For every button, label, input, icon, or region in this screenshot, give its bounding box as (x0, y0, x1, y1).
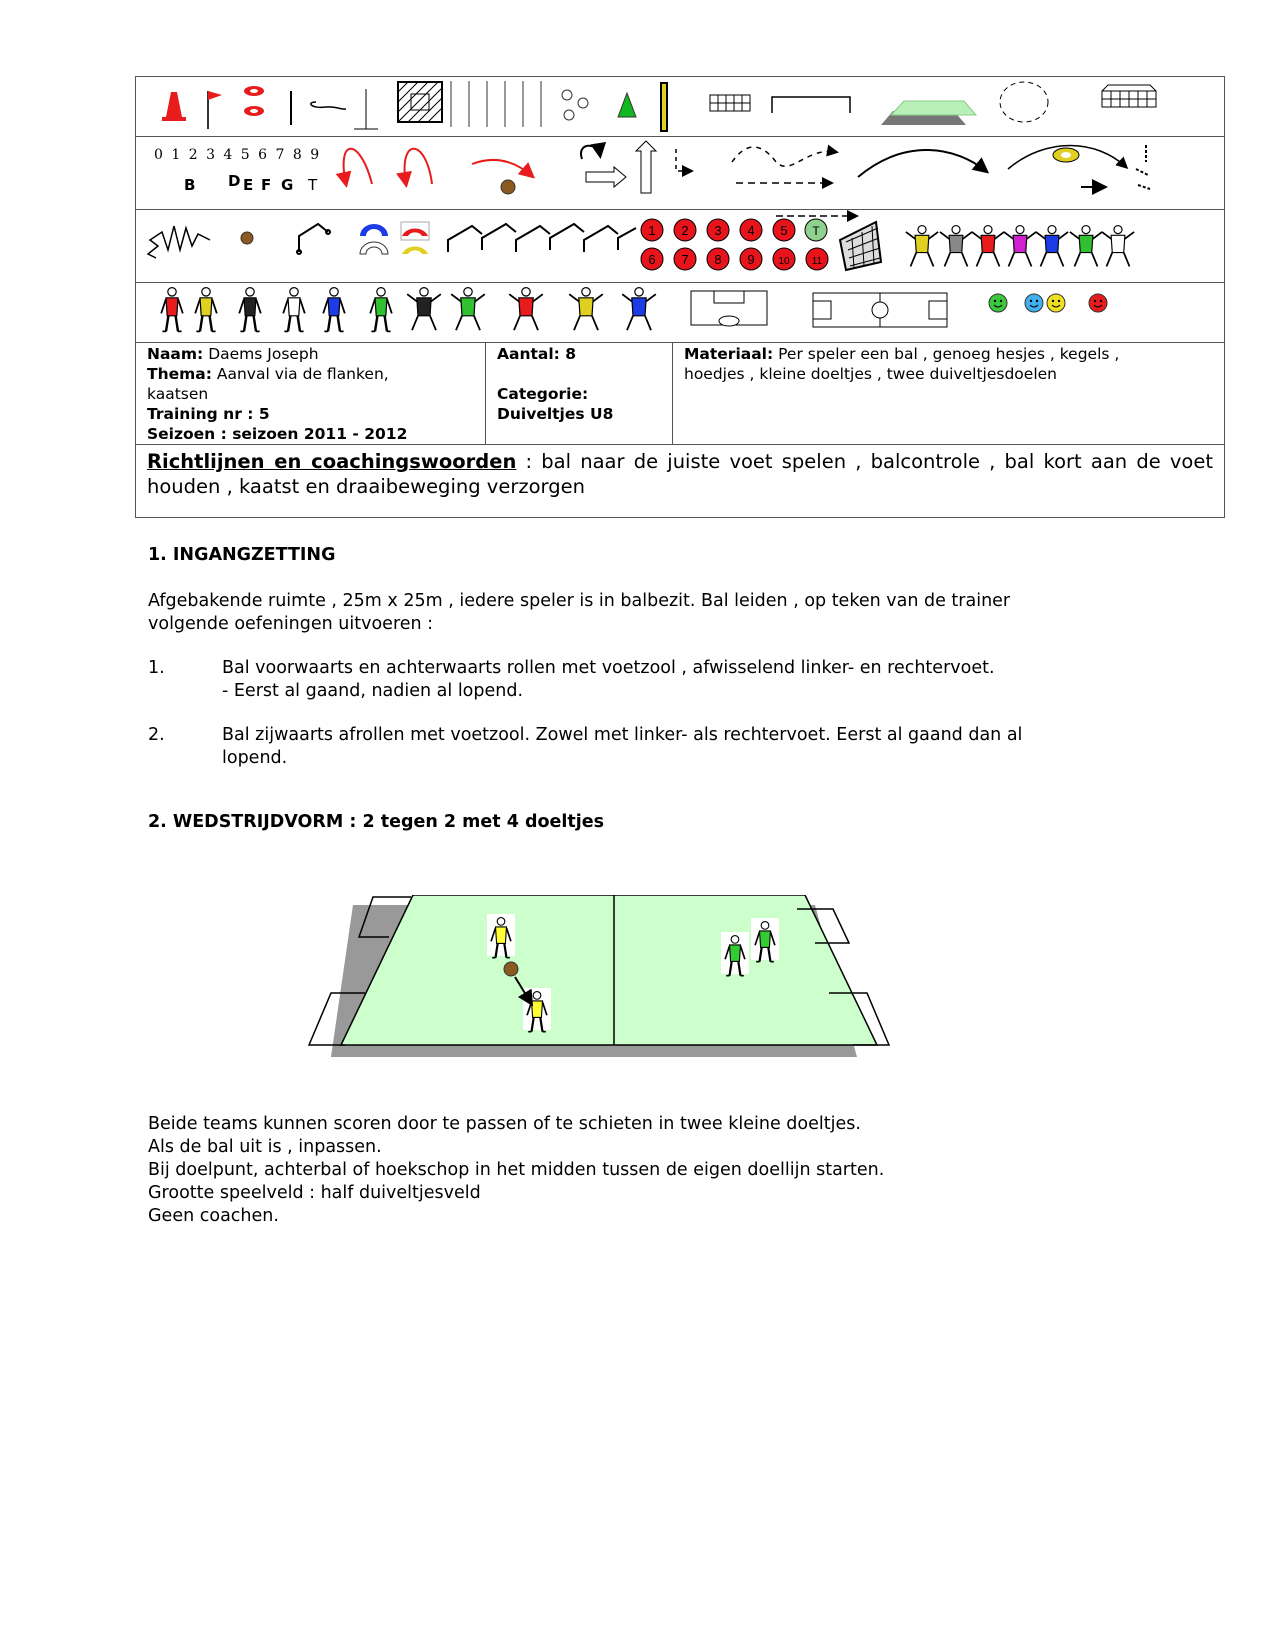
list-item-line1: Bal voorwaarts en achterwaarts rollen met voetzool , afwisselend linker- en rechtervoet. (222, 658, 995, 678)
hurdle-icon (311, 89, 378, 129)
player-figure (1102, 226, 1134, 267)
numbered-circle (773, 248, 795, 270)
training-number: Training nr : 5 (147, 405, 270, 423)
trainer-circle (805, 219, 827, 241)
dashed-wave-arrow-icon (732, 147, 836, 183)
letter-d: D (228, 172, 241, 190)
red-arc-arrows-icon (344, 149, 532, 184)
description-line: Grootte speelveld : half duiveltjesveld (148, 1183, 481, 1203)
numbered-circle (773, 219, 795, 241)
players-pitch-row (136, 283, 1224, 343)
rebound-net-icon (840, 222, 881, 270)
numbered-players-row (136, 210, 1224, 283)
categorie-label: Categorie: (497, 385, 589, 403)
thema-value: Aanval via de flanken, (216, 365, 389, 383)
season: Seizoen : seizoen 2011 - 2012 (147, 425, 408, 443)
player-figure (323, 288, 345, 332)
section1-intro-line2: volgende oefeningen uitvoeren : (148, 614, 434, 634)
balls-icon (562, 90, 588, 120)
hurdle-row-icon (448, 224, 636, 252)
svg-text:6: 6 (648, 252, 656, 267)
materiaal-label: Materiaal: (684, 345, 774, 363)
description-line: Bij doelpunt, achterbal of hoekschop in het midden tussen de eigen doellijn starten. (148, 1160, 885, 1180)
numbered-circle (707, 248, 729, 270)
digit-sequence: 0 1 2 3 4 5 6 7 8 9 (154, 147, 322, 163)
numbered-circle (806, 248, 828, 270)
info-name-column (136, 343, 486, 444)
guidelines-text: : bal naar de juiste voet spelen , balcontrole , bal kort aan de voet houden , kaatst en draaibeweging verzorgen (147, 450, 1213, 498)
smiley-icons (989, 294, 1107, 312)
section1-intro-line1: Afgebakende ruimte , 25m x 25m , iedere speler is in balbezit. Bal leiden , op teken van de trainer (148, 591, 1011, 611)
player-figure (1036, 226, 1068, 267)
player-figure (161, 288, 183, 332)
lob-pass-arrow-icon (1008, 145, 1150, 189)
numbered-circle (641, 219, 663, 241)
section2-description (148, 1113, 884, 1228)
row4-icons (136, 283, 1226, 343)
aantal-label: Aantal: 8 (497, 345, 577, 363)
player-figure (370, 288, 392, 332)
numbered-circles (641, 219, 828, 270)
row3-icons (136, 210, 1226, 283)
corner-flag-icon (208, 91, 222, 129)
cone-icon (162, 92, 186, 121)
training-info (136, 343, 1224, 445)
svg-text:8: 8 (714, 252, 722, 267)
materiaal-value-cont: hoedjes , kleine doeltjes , twee duiveltjesdoelen (684, 365, 1057, 383)
pitch-area-icon (881, 101, 976, 125)
large-goal-icon (1102, 85, 1156, 107)
hurdle-icon (297, 224, 330, 254)
numbered-circle (674, 248, 696, 270)
materiaal-value: Per speler een bal , genoeg hesjes , kegels , (778, 345, 1120, 363)
pitch-half-icon (691, 291, 767, 326)
description-line: Geen coachen. (148, 1206, 279, 1226)
numbered-circle (740, 248, 762, 270)
arrow-icons (136, 137, 1226, 210)
goal-frame-icon (772, 97, 850, 113)
pitch-full-icon (813, 293, 947, 327)
section2-title: 2. WEDSTRIJDVORM : 2 tegen 2 met 4 doeltjes (148, 812, 605, 832)
svg-text:4: 4 (747, 223, 755, 238)
player-figure (283, 288, 305, 332)
player-figure (622, 288, 656, 331)
equipment-icons (136, 77, 1226, 137)
player-figure (1004, 226, 1036, 267)
svg-text:7: 7 (681, 252, 689, 267)
svg-text:3: 3 (714, 223, 722, 238)
ball-icon (504, 962, 518, 976)
player-figure (972, 226, 1004, 267)
thema-value-cont: kaatsen (147, 385, 209, 403)
svg-text:9: 9 (747, 252, 755, 267)
info-count-column (486, 343, 673, 444)
ladder-icon (710, 95, 750, 111)
player-figure (239, 288, 261, 332)
goalpost-icon (661, 83, 667, 131)
ball-icon (241, 232, 253, 244)
player-figure (195, 288, 217, 332)
player-figure (906, 226, 938, 267)
list-item-line2: lopend. (222, 748, 288, 768)
smiley-icon (1047, 294, 1065, 312)
dribble-zigzag-icon (148, 226, 210, 258)
letter-e: E (243, 176, 254, 194)
player-figure (407, 288, 441, 331)
half-disc-icons (360, 222, 429, 254)
categorie-value: Duiveltjes U8 (497, 405, 614, 423)
numbered-circle (740, 219, 762, 241)
svg-text:11: 11 (811, 256, 823, 267)
letter-f: F (261, 176, 272, 194)
marker-cone-icon (618, 93, 636, 117)
equipment-row (136, 77, 1224, 137)
disc-cone-icon (244, 86, 264, 116)
letter-b: B (184, 176, 196, 194)
numbered-circle (707, 219, 729, 241)
smiley-icon (1025, 294, 1043, 312)
naam-value: Daems Joseph (208, 345, 319, 363)
info-material-column (673, 343, 1226, 444)
svg-text:5: 5 (780, 223, 788, 238)
symbol-toolbox (135, 76, 1225, 518)
section1-intro (148, 590, 1010, 636)
numbered-circle (674, 219, 696, 241)
numbers-arrows-row (136, 137, 1224, 210)
svg-text:2: 2 (681, 223, 689, 238)
turn-arrow-icon (581, 146, 626, 187)
description-line: Beide teams kunnen scoren door te passen of te schieten in twee kleine doeltjes. (148, 1114, 861, 1134)
letter-t: T (308, 176, 318, 194)
player-figure (451, 288, 485, 331)
guidelines (136, 445, 1224, 519)
poles-icon (451, 81, 541, 127)
svg-text:10: 10 (778, 256, 790, 267)
smiley-icon (1089, 294, 1107, 312)
circle-zone-icon (1000, 82, 1048, 122)
curved-pass-arrow-icon (858, 150, 986, 177)
dashed-turn-arrow-icon (676, 149, 691, 171)
up-arrow-icon (636, 141, 656, 193)
numbered-circle (641, 248, 663, 270)
player-figures-icon (906, 226, 1134, 267)
field-surface (341, 895, 877, 1045)
player-figure (940, 226, 972, 267)
guidelines-title: Richtlijnen en coachingswoorden (147, 450, 517, 473)
thema-label: Thema: (147, 365, 212, 383)
smiley-icon (989, 294, 1007, 312)
ball-icon (501, 180, 515, 194)
player-figure (1070, 226, 1102, 267)
list-item-line2: - Eerst al gaand, nadien al lopend. (222, 681, 524, 701)
naam-label: Naam: (147, 345, 204, 363)
letter-g: G (281, 176, 294, 194)
section1-title: 1. INGANGZETTING (148, 545, 336, 565)
svg-text:T: T (812, 224, 820, 238)
box-icon (398, 82, 442, 122)
player-figures-icon (161, 288, 656, 332)
list-item-line1: Bal zijwaarts afrollen met voetzool. Zowel met linker- als rechtervoet. Eerst al gaand dan al (222, 725, 1023, 745)
player-figure (509, 288, 543, 331)
player-figure (569, 288, 603, 331)
list-item-number: 1. (148, 658, 165, 678)
svg-text:1: 1 (648, 223, 656, 238)
match-field-diagram (305, 895, 925, 1075)
list-item-number: 2. (148, 725, 165, 745)
description-line: Als de bal uit is , inpassen. (148, 1137, 382, 1157)
